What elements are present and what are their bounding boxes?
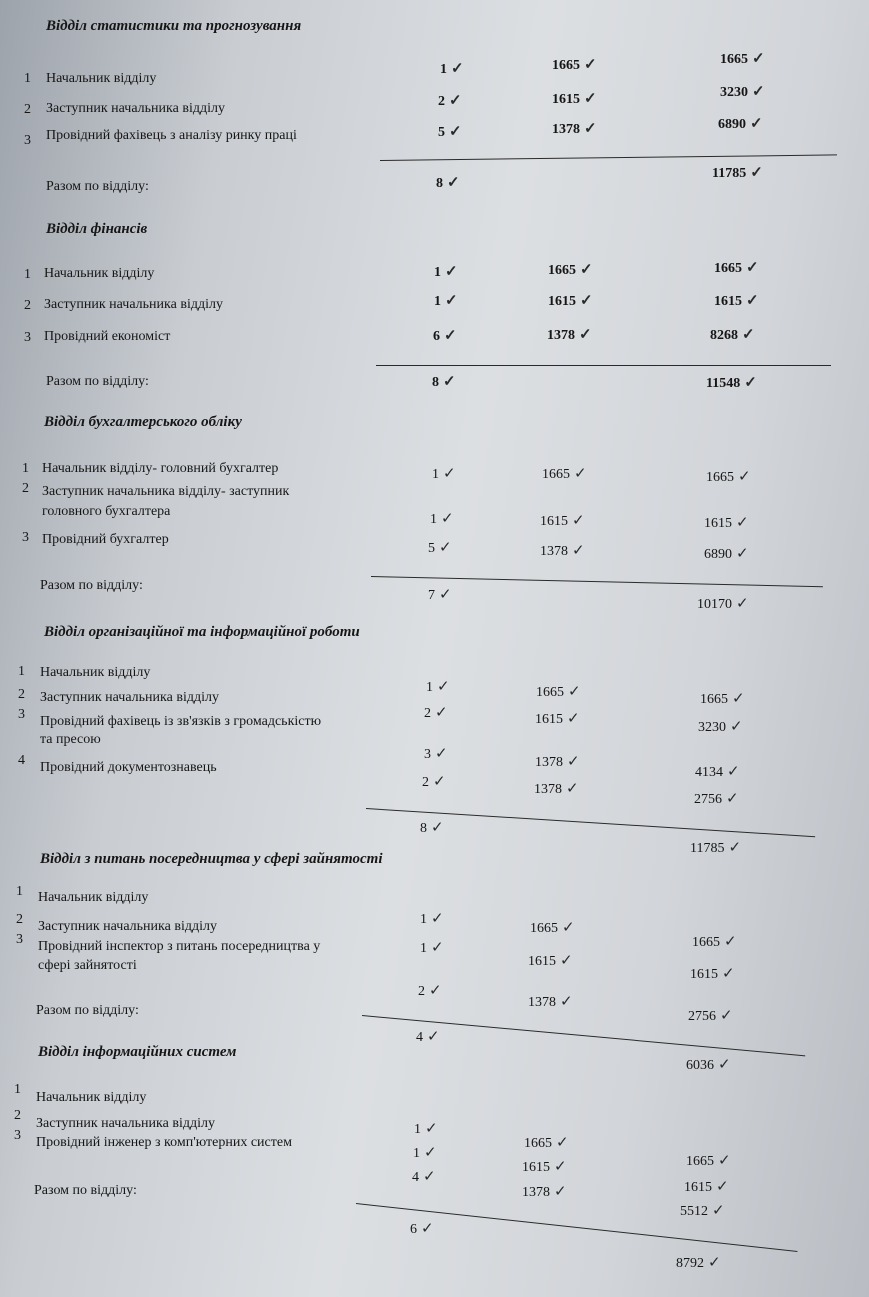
total-value: 3230 ✓	[698, 719, 743, 735]
check-mark-icon: ✓	[716, 1179, 729, 1195]
total-value: 6890 ✓	[704, 546, 749, 562]
salary-value: 1665 ✓	[530, 920, 575, 936]
summary-count: 8 ✓	[432, 374, 456, 390]
position-name: Начальник відділу	[38, 890, 149, 905]
check-mark-icon: ✓	[722, 966, 735, 982]
row-number: 2	[22, 481, 29, 496]
check-mark-icon: ✓	[443, 466, 456, 482]
total-value: 1615 ✓	[714, 293, 759, 309]
total-value: 8268 ✓	[710, 327, 755, 343]
position-name: Заступник начальника відділу	[44, 297, 223, 312]
check-mark-icon: ✓	[732, 691, 745, 707]
position-name: Заступник начальника відділу	[38, 919, 217, 934]
check-mark-icon: ✓	[580, 293, 593, 309]
total-value: 3230 ✓	[720, 84, 765, 100]
row-number: 1	[16, 884, 23, 899]
row-number: 2	[16, 912, 23, 927]
total-value: 4134 ✓	[695, 764, 740, 780]
check-mark-icon: ✓	[427, 1029, 440, 1045]
check-mark-icon: ✓	[568, 684, 581, 700]
staff-count: 2 ✓	[418, 983, 442, 999]
summary-total: 11548 ✓	[706, 375, 757, 391]
salary-value: 1615 ✓	[540, 513, 585, 529]
check-mark-icon: ✓	[445, 293, 458, 309]
salary-value: 1665 ✓	[542, 466, 587, 482]
check-mark-icon: ✓	[750, 165, 763, 181]
staff-count: 1 ✓	[426, 679, 450, 695]
check-mark-icon: ✓	[572, 513, 585, 529]
dept-title: Відділ статистики та прогнозування	[46, 18, 302, 34]
staff-count: 1 ✓	[430, 511, 454, 527]
row-number: 3	[18, 707, 25, 722]
staff-count: 3 ✓	[424, 746, 448, 762]
check-mark-icon: ✓	[728, 840, 742, 856]
total-value: 1665 ✓	[706, 469, 751, 485]
position-name-continued: сфері зайнятості	[38, 958, 137, 973]
check-mark-icon: ✓	[730, 719, 743, 735]
check-mark-icon: ✓	[566, 781, 579, 797]
row-number: 1	[24, 71, 31, 86]
check-mark-icon: ✓	[726, 791, 739, 807]
staff-count: 1 ✓	[420, 911, 444, 927]
total-value: 1615 ✓	[704, 515, 749, 531]
check-mark-icon: ✓	[554, 1184, 567, 1200]
summary-label: Разом по відділу:	[46, 374, 149, 389]
dept-title: Відділ бухгалтерського обліку	[44, 414, 242, 430]
summary-total: 10170 ✓	[697, 596, 749, 612]
total-value: 1665 ✓	[700, 691, 745, 707]
dept-title: Відділ з питань посередництва у сфері зайнятості	[40, 851, 383, 867]
position-name: Заступник начальника відділу	[46, 101, 225, 116]
check-mark-icon: ✓	[449, 93, 462, 109]
position-name: Провідний інспектор з питань посередництва у	[38, 939, 321, 954]
salary-value: 1378 ✓	[522, 1184, 567, 1200]
salary-value: 1378 ✓	[547, 327, 592, 343]
staff-count: 2 ✓	[424, 705, 448, 721]
check-mark-icon: ✓	[560, 994, 573, 1010]
row-number: 3	[16, 932, 23, 947]
check-mark-icon: ✓	[431, 911, 444, 927]
salary-value: 1665 ✓	[536, 684, 581, 700]
position-name: Провідний бухгалтер	[42, 532, 169, 547]
check-mark-icon: ✓	[431, 940, 444, 956]
position-name: Начальник відділу	[36, 1090, 147, 1105]
row-number: 3	[14, 1128, 21, 1143]
check-mark-icon: ✓	[435, 705, 448, 721]
position-name: Провідний фахівець з аналізу ринку праці	[46, 128, 297, 143]
check-mark-icon: ✓	[708, 1255, 721, 1271]
total-value: 1665 ✓	[720, 51, 765, 67]
summary-label: Разом по відділу:	[40, 578, 143, 593]
check-mark-icon: ✓	[424, 1145, 437, 1161]
check-mark-icon: ✓	[736, 515, 749, 531]
summary-count: 4 ✓	[416, 1029, 440, 1045]
check-mark-icon: ✓	[439, 540, 452, 556]
salary-value: 1378 ✓	[540, 543, 585, 559]
summary-total: 11785 ✓	[690, 840, 742, 856]
salary-value: 1615 ✓	[548, 293, 593, 309]
check-mark-icon: ✓	[441, 511, 454, 527]
position-name: Заступник начальника відділу- заступник	[42, 484, 290, 499]
summary-rule	[376, 365, 831, 366]
salary-value: 1615 ✓	[528, 953, 573, 969]
check-mark-icon: ✓	[718, 1057, 731, 1073]
staff-count: 1 ✓	[414, 1121, 438, 1137]
salary-value: 1665 ✓	[524, 1135, 569, 1151]
check-mark-icon: ✓	[584, 91, 597, 107]
check-mark-icon: ✓	[579, 327, 592, 343]
salary-value: 1378 ✓	[528, 994, 573, 1010]
row-number: 3	[22, 530, 29, 545]
position-name: Начальник відділу	[44, 266, 155, 281]
total-value: 1665 ✓	[692, 934, 737, 950]
check-mark-icon: ✓	[567, 754, 580, 770]
staff-count: 1 ✓	[434, 293, 458, 309]
position-name: Заступник начальника відділу	[40, 690, 219, 705]
check-mark-icon: ✓	[720, 1008, 733, 1024]
row-number: 2	[18, 687, 25, 702]
position-name: Начальник відділу- головний бухгалтер	[42, 461, 279, 476]
summary-total: 11785 ✓	[712, 165, 763, 181]
staff-count: 5 ✓	[438, 124, 462, 140]
salary-value: 1665 ✓	[552, 57, 597, 73]
salary-value: 1665 ✓	[548, 262, 593, 278]
check-mark-icon: ✓	[437, 679, 450, 695]
check-mark-icon: ✓	[746, 260, 759, 276]
check-mark-icon: ✓	[451, 61, 464, 77]
summary-label: Разом по відділу:	[36, 1003, 139, 1018]
total-value: 1615 ✓	[690, 966, 735, 982]
row-number: 1	[24, 267, 31, 282]
row-number: 1	[18, 664, 25, 679]
position-name: Заступник начальника відділу	[36, 1116, 215, 1131]
summary-label: Разом по відділу:	[34, 1183, 137, 1198]
position-name: Провідний документознавець	[40, 760, 217, 775]
check-mark-icon: ✓	[433, 774, 446, 790]
staff-count: 2 ✓	[422, 774, 446, 790]
check-mark-icon: ✓	[584, 57, 597, 73]
check-mark-icon: ✓	[421, 1221, 434, 1237]
row-number: 3	[24, 330, 31, 345]
row-number: 1	[14, 1082, 21, 1097]
position-name-continued: та пресою	[40, 732, 101, 747]
check-mark-icon: ✓	[742, 327, 755, 343]
summary-rule	[380, 154, 837, 161]
staff-count: 1 ✓	[432, 466, 456, 482]
row-number: 2	[14, 1108, 21, 1123]
check-mark-icon: ✓	[554, 1159, 567, 1175]
total-value: 1615 ✓	[684, 1179, 729, 1195]
total-value: 5512 ✓	[680, 1203, 725, 1219]
position-name: Начальник відділу	[46, 71, 157, 86]
summary-count: 6 ✓	[410, 1221, 434, 1237]
check-mark-icon: ✓	[574, 466, 587, 482]
total-value: 2756 ✓	[688, 1008, 733, 1024]
staff-count: 5 ✓	[428, 540, 452, 556]
check-mark-icon: ✓	[752, 51, 765, 67]
salary-value: 1378 ✓	[552, 121, 597, 137]
salary-value: 1615 ✓	[535, 711, 580, 727]
staff-count: 1 ✓	[440, 61, 464, 77]
check-mark-icon: ✓	[425, 1121, 438, 1137]
position-name: Начальник відділу	[40, 665, 151, 680]
check-mark-icon: ✓	[744, 375, 757, 391]
position-name: Провідний фахівець із зв'язків з громадськістю	[40, 714, 322, 729]
check-mark-icon: ✓	[449, 124, 462, 140]
check-mark-icon: ✓	[431, 820, 444, 836]
row-number: 2	[24, 298, 31, 313]
salary-value: 1378 ✓	[535, 754, 580, 770]
check-mark-icon: ✓	[423, 1169, 436, 1185]
summary-total: 6036 ✓	[686, 1057, 731, 1073]
staff-count: 2 ✓	[438, 93, 462, 109]
check-mark-icon: ✓	[712, 1203, 725, 1219]
check-mark-icon: ✓	[718, 1153, 731, 1169]
check-mark-icon: ✓	[724, 934, 737, 950]
salary-value: 1615 ✓	[522, 1159, 567, 1175]
staff-count: 6 ✓	[433, 328, 457, 344]
check-mark-icon: ✓	[562, 920, 575, 936]
check-mark-icon: ✓	[567, 711, 580, 727]
position-name: Провідний інженер з комп'ютерних систем	[36, 1135, 292, 1150]
check-mark-icon: ✓	[447, 175, 460, 191]
check-mark-icon: ✓	[429, 983, 442, 999]
check-mark-icon: ✓	[439, 587, 452, 603]
summary-total: 8792 ✓	[676, 1255, 721, 1271]
check-mark-icon: ✓	[556, 1135, 569, 1151]
check-mark-icon: ✓	[727, 764, 740, 780]
salary-value: 1615 ✓	[552, 91, 597, 107]
total-value: 1665 ✓	[686, 1153, 731, 1169]
check-mark-icon: ✓	[736, 546, 749, 562]
check-mark-icon: ✓	[580, 262, 593, 278]
check-mark-icon: ✓	[584, 121, 597, 137]
staff-count: 1 ✓	[434, 264, 458, 280]
check-mark-icon: ✓	[444, 328, 457, 344]
check-mark-icon: ✓	[435, 746, 448, 762]
summary-count: 8 ✓	[420, 820, 444, 836]
summary-count: 8 ✓	[436, 175, 460, 191]
check-mark-icon: ✓	[752, 84, 765, 100]
row-number: 2	[24, 102, 31, 117]
total-value: 1665 ✓	[714, 260, 759, 276]
check-mark-icon: ✓	[746, 293, 759, 309]
row-number: 1	[22, 461, 29, 476]
position-name-continued: головного бухгалтера	[42, 504, 171, 519]
total-value: 2756 ✓	[694, 791, 739, 807]
check-mark-icon: ✓	[572, 543, 585, 559]
check-mark-icon: ✓	[445, 264, 458, 280]
check-mark-icon: ✓	[443, 374, 456, 390]
row-number: 3	[24, 133, 31, 148]
check-mark-icon: ✓	[736, 596, 749, 612]
staff-count: 4 ✓	[412, 1169, 436, 1185]
total-value: 6890 ✓	[718, 116, 763, 132]
summary-label: Разом по відділу:	[46, 179, 149, 194]
check-mark-icon: ✓	[560, 953, 573, 969]
staff-count: 1 ✓	[413, 1145, 437, 1161]
check-mark-icon: ✓	[738, 469, 751, 485]
dept-title: Відділ інформаційних систем	[38, 1044, 237, 1060]
dept-title: Відділ організаційної та інформаційної роботи	[44, 624, 360, 640]
check-mark-icon: ✓	[750, 116, 763, 132]
row-number: 4	[18, 753, 25, 768]
staff-count: 1 ✓	[420, 940, 444, 956]
salary-value: 1378 ✓	[534, 781, 579, 797]
summary-count: 7 ✓	[428, 587, 452, 603]
dept-title: Відділ фінансів	[46, 221, 148, 237]
position-name: Провідний економіст	[44, 329, 171, 344]
